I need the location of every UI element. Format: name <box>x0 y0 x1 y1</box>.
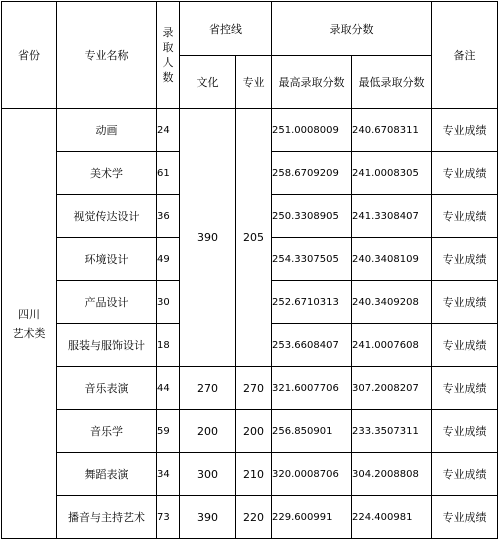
min-score-cell: 241.3308407 <box>352 195 432 238</box>
header-remarks: 备注 <box>432 2 498 109</box>
max-score-cell: 256.850901 <box>272 410 352 453</box>
max-score-cell: 320.0008706 <box>272 453 352 496</box>
table-row <box>2 496 498 539</box>
count-cell: 49 <box>157 238 180 281</box>
max-score-cell: 251.0008009 <box>272 109 352 152</box>
specialty-line-cell: 220 <box>236 496 272 539</box>
major-cell: 播音与主持艺术 <box>57 496 157 539</box>
min-score-cell: 224.400981 <box>352 496 432 539</box>
remark-cell: 专业成绩 <box>432 324 498 367</box>
remark-cell: 专业成绩 <box>432 152 498 195</box>
specialty-line-cell: 270 <box>236 367 272 410</box>
major-cell: 动画 <box>57 109 157 152</box>
header-province: 省份 <box>2 2 57 109</box>
count-cell: 34 <box>157 453 180 496</box>
max-score-cell: 253.6608407 <box>272 324 352 367</box>
table-row <box>2 367 498 410</box>
specialty-line-cell: 200 <box>236 410 272 453</box>
major-cell: 音乐学 <box>57 410 157 453</box>
table-row <box>2 453 498 496</box>
remark-cell: 专业成绩 <box>432 453 498 496</box>
header-control-line: 省控线 <box>180 2 272 56</box>
max-score-cell: 252.6710313 <box>272 281 352 324</box>
max-score-cell: 321.6007706 <box>272 367 352 410</box>
major-cell: 服装与服饰设计 <box>57 324 157 367</box>
major-cell: 舞蹈表演 <box>57 453 157 496</box>
culture-line-cell: 390 <box>180 496 236 539</box>
count-cell: 61 <box>157 152 180 195</box>
remark-cell: 专业成绩 <box>432 109 498 152</box>
count-cell: 73 <box>157 496 180 539</box>
remark-cell: 专业成绩 <box>432 238 498 281</box>
major-cell: 产品设计 <box>57 281 157 324</box>
count-cell: 18 <box>157 324 180 367</box>
min-score-cell: 241.0008305 <box>352 152 432 195</box>
remark-cell: 专业成绩 <box>432 410 498 453</box>
remark-cell: 专业成绩 <box>432 281 498 324</box>
min-score-cell: 240.3408109 <box>352 238 432 281</box>
min-score-cell: 240.3409208 <box>352 281 432 324</box>
culture-line-cell: 200 <box>180 410 236 453</box>
specialty-line-cell: 210 <box>236 453 272 496</box>
major-cell: 视觉传达设计 <box>57 195 157 238</box>
remark-cell: 专业成绩 <box>432 496 498 539</box>
header-admission-scores: 录取分数 <box>272 2 432 56</box>
major-cell: 音乐表演 <box>57 367 157 410</box>
admission-table <box>1 1 498 539</box>
culture-line-art: 390 <box>180 109 236 367</box>
specialty-line-art: 205 <box>236 109 272 367</box>
table-row <box>2 410 498 453</box>
min-score-cell: 233.3507311 <box>352 410 432 453</box>
min-score-cell: 241.0007608 <box>352 324 432 367</box>
max-score-cell: 258.6709209 <box>272 152 352 195</box>
culture-line-cell: 300 <box>180 453 236 496</box>
province-cell: 四川 艺术类 <box>2 109 57 539</box>
culture-line-cell: 270 <box>180 367 236 410</box>
count-cell: 36 <box>157 195 180 238</box>
max-score-cell: 229.600991 <box>272 496 352 539</box>
header-specialty: 专业 <box>236 56 272 109</box>
max-score-cell: 254.3307505 <box>272 238 352 281</box>
header-max-score: 最高录取分数 <box>272 56 352 109</box>
major-cell: 美术学 <box>57 152 157 195</box>
min-score-cell: 240.6708311 <box>352 109 432 152</box>
remark-cell: 专业成绩 <box>432 195 498 238</box>
count-cell: 24 <box>157 109 180 152</box>
table-row <box>2 109 498 152</box>
min-score-cell: 304.2008808 <box>352 453 432 496</box>
count-cell: 30 <box>157 281 180 324</box>
header-culture: 文化 <box>180 56 236 109</box>
header-major: 专业名称 <box>57 2 157 109</box>
header-min-score: 最低录取分数 <box>352 56 432 109</box>
header-enrollment: 录 取 人 数 <box>157 2 180 109</box>
count-cell: 44 <box>157 367 180 410</box>
remark-cell: 专业成绩 <box>432 367 498 410</box>
min-score-cell: 307.2008207 <box>352 367 432 410</box>
max-score-cell: 250.3308905 <box>272 195 352 238</box>
major-cell: 环境设计 <box>57 238 157 281</box>
count-cell: 59 <box>157 410 180 453</box>
